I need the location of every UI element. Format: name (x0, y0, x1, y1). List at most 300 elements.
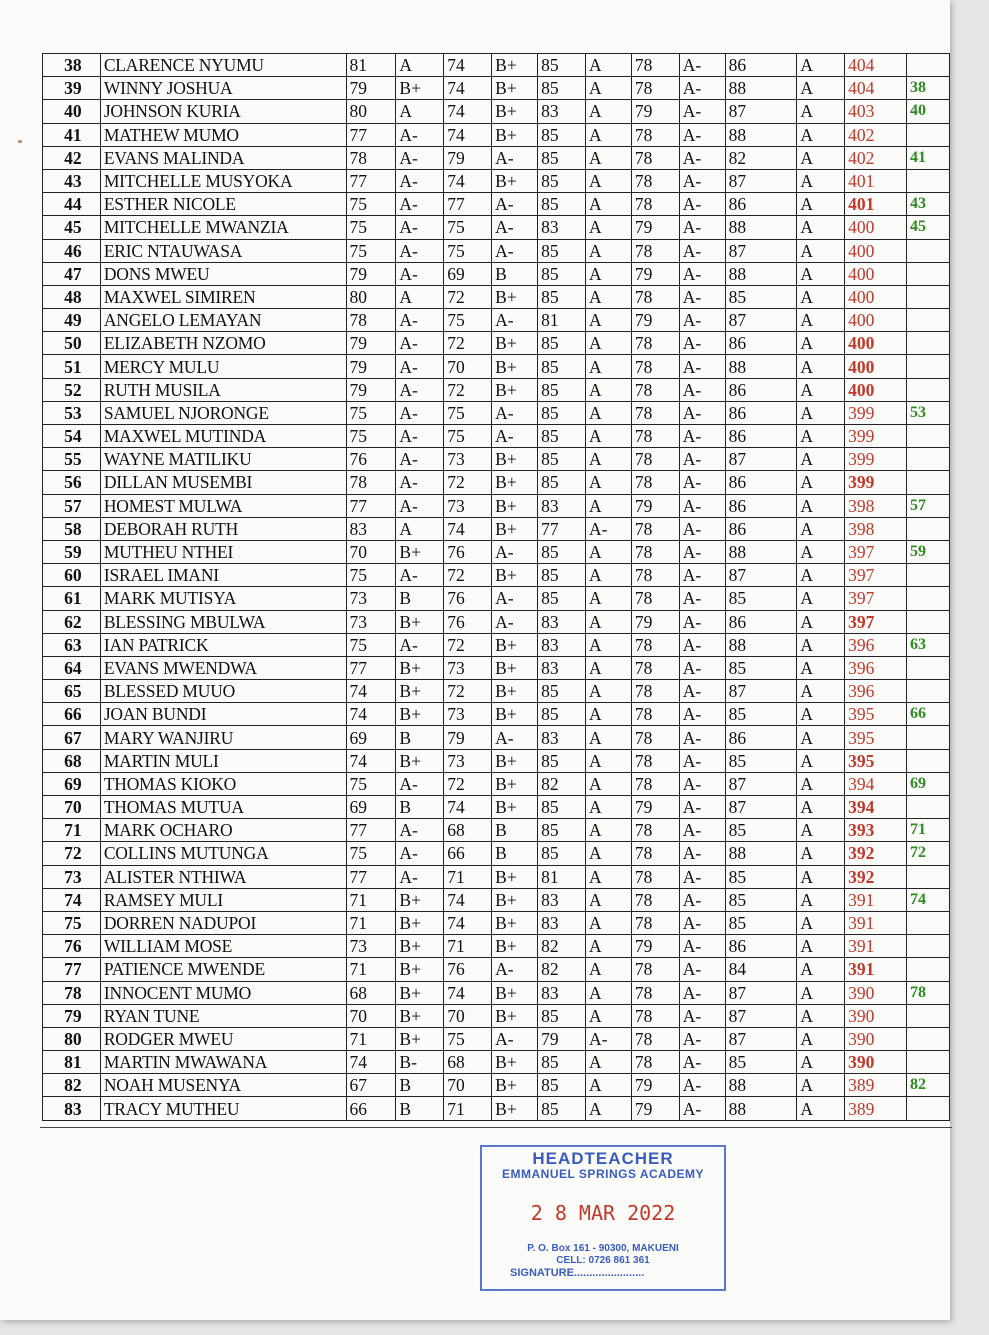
subject2-score-cell: 75 (444, 401, 492, 424)
position-cell (907, 796, 950, 819)
subject3-grade-cell: A (585, 1074, 631, 1097)
subject5-grade-cell: A (797, 726, 845, 749)
subject2-score-cell: 72 (444, 471, 492, 494)
subject4-score-cell: 78 (631, 517, 679, 540)
subject1-score-cell: 74 (346, 749, 396, 772)
subject1-score-cell: 76 (346, 448, 396, 471)
subject2-score-cell: 73 (444, 494, 492, 517)
position-cell (907, 1004, 950, 1027)
subject3-grade-cell: A (585, 981, 631, 1004)
subject3-grade-cell: A (585, 1004, 631, 1027)
student-name-cell: RYAN TUNE (100, 1004, 346, 1027)
subject1-score-cell: 77 (346, 494, 396, 517)
subject5-grade-cell: A (797, 540, 845, 563)
subject5-grade-cell: A (797, 100, 845, 123)
subject2-grade-cell: B+ (492, 749, 538, 772)
subject1-grade-cell: A (396, 54, 444, 77)
stamp-school: EMMANUEL SPRINGS ACADEMY (501, 1167, 704, 1181)
rank-cell: 78 (43, 981, 101, 1004)
rank-cell: 44 (43, 193, 101, 216)
subject5-score-cell: 88 (725, 1074, 797, 1097)
rank-cell: 52 (43, 378, 101, 401)
subject3-grade-cell: A (585, 193, 631, 216)
headteacher-stamp (480, 1145, 726, 1291)
subject3-score-cell: 81 (538, 865, 586, 888)
position-cell: 40 (907, 100, 950, 123)
subject5-grade-cell: A (797, 656, 845, 679)
table-row (43, 865, 950, 888)
subject3-score-cell: 83 (538, 216, 586, 239)
subject3-grade-cell: A (585, 865, 631, 888)
rank-cell: 82 (43, 1074, 101, 1097)
table-row (43, 77, 950, 100)
subject4-score-cell: 78 (631, 239, 679, 262)
subject3-score-cell: 85 (538, 332, 586, 355)
subject1-grade-cell: A (396, 517, 444, 540)
subject2-grade-cell: B (492, 842, 538, 865)
student-name-cell: DILLAN MUSEMBI (100, 471, 346, 494)
subject3-score-cell: 82 (538, 958, 586, 981)
subject1-score-cell: 79 (346, 378, 396, 401)
subject5-score-cell: 85 (725, 865, 797, 888)
subject4-score-cell: 78 (631, 842, 679, 865)
subject3-grade-cell: A (585, 1051, 631, 1074)
total-score-cell: 396 (845, 656, 907, 679)
subject2-grade-cell: A- (492, 1027, 538, 1050)
subject3-grade-cell: A (585, 726, 631, 749)
subject1-grade-cell: B (396, 1097, 444, 1120)
rank-cell: 76 (43, 935, 101, 958)
subject2-grade-cell: B+ (492, 981, 538, 1004)
subject2-score-cell: 74 (444, 77, 492, 100)
subject3-score-cell: 85 (538, 77, 586, 100)
stamp-date: 2 8 MAR 2022 (530, 1201, 676, 1225)
subject5-grade-cell: A (797, 819, 845, 842)
total-score-cell: 400 (845, 239, 907, 262)
student-name-cell: MERCY MULU (100, 355, 346, 378)
subject3-grade-cell: A (585, 448, 631, 471)
table-row (43, 935, 950, 958)
subject4-score-cell: 79 (631, 100, 679, 123)
student-name-cell: MAXWEL MUTINDA (100, 425, 346, 448)
subject4-grade-cell: A- (679, 633, 725, 656)
total-score-cell: 400 (845, 355, 907, 378)
subject1-grade-cell: B+ (396, 703, 444, 726)
position-cell (907, 656, 950, 679)
subject3-score-cell: 85 (538, 819, 586, 842)
student-name-cell: ERIC NTAUWASA (100, 239, 346, 262)
subject4-score-cell: 78 (631, 146, 679, 169)
student-name-cell: THOMAS KIOKO (100, 772, 346, 795)
table-row (43, 680, 950, 703)
subject4-grade-cell: A- (679, 146, 725, 169)
position-cell: 69 (907, 772, 950, 795)
subject5-score-cell: 87 (725, 309, 797, 332)
total-score-cell: 403 (845, 100, 907, 123)
rank-cell: 63 (43, 633, 101, 656)
subject5-score-cell: 87 (725, 1027, 797, 1050)
subject4-grade-cell: A- (679, 425, 725, 448)
student-name-cell: BLESSING MBULWA (100, 610, 346, 633)
position-cell (907, 1051, 950, 1074)
student-name-cell: EVANS MWENDWA (100, 656, 346, 679)
total-score-cell: 402 (845, 123, 907, 146)
total-score-cell: 389 (845, 1074, 907, 1097)
subject2-score-cell: 72 (444, 332, 492, 355)
total-score-cell: 399 (845, 448, 907, 471)
subject4-score-cell: 79 (631, 935, 679, 958)
student-name-cell: WAYNE MATILIKU (100, 448, 346, 471)
rank-cell: 64 (43, 656, 101, 679)
subject3-grade-cell: A (585, 355, 631, 378)
subject5-grade-cell: A (797, 448, 845, 471)
subject4-grade-cell: A- (679, 285, 725, 308)
student-name-cell: RODGER MWEU (100, 1027, 346, 1050)
rank-cell: 39 (43, 77, 101, 100)
table-row (43, 517, 950, 540)
student-name-cell: NOAH MUSENYA (100, 1074, 346, 1097)
table-row (43, 169, 950, 192)
table-bottom-rule (40, 1127, 952, 1128)
subject1-score-cell: 77 (346, 123, 396, 146)
rank-cell: 54 (43, 425, 101, 448)
position-cell: 57 (907, 494, 950, 517)
student-name-cell: MARY WANJIRU (100, 726, 346, 749)
subject2-grade-cell: B+ (492, 285, 538, 308)
subject4-score-cell: 79 (631, 1074, 679, 1097)
subject3-grade-cell: A (585, 471, 631, 494)
total-score-cell: 397 (845, 610, 907, 633)
table-row (43, 772, 950, 795)
subject2-grade-cell: B+ (492, 1097, 538, 1120)
position-cell: 63 (907, 633, 950, 656)
table-row (43, 1097, 950, 1120)
position-cell (907, 610, 950, 633)
subject2-score-cell: 73 (444, 703, 492, 726)
subject2-score-cell: 70 (444, 1074, 492, 1097)
table-row (43, 494, 950, 517)
subject3-grade-cell: A (585, 146, 631, 169)
student-name-cell: INNOCENT MUMO (100, 981, 346, 1004)
subject4-grade-cell: A- (679, 564, 725, 587)
subject2-grade-cell: A- (492, 193, 538, 216)
subject3-score-cell: 85 (538, 262, 586, 285)
subject4-grade-cell: A- (679, 193, 725, 216)
subject5-score-cell: 87 (725, 981, 797, 1004)
subject4-score-cell: 78 (631, 633, 679, 656)
subject1-score-cell: 77 (346, 656, 396, 679)
subject1-score-cell: 66 (346, 1097, 396, 1120)
subject4-grade-cell: A- (679, 587, 725, 610)
position-cell (907, 169, 950, 192)
rank-cell: 66 (43, 703, 101, 726)
total-score-cell: 401 (845, 193, 907, 216)
subject1-score-cell: 68 (346, 981, 396, 1004)
subject1-score-cell: 78 (346, 146, 396, 169)
table-row (43, 911, 950, 934)
position-cell (907, 471, 950, 494)
subject1-grade-cell: B+ (396, 1027, 444, 1050)
subject4-grade-cell: A- (679, 100, 725, 123)
subject4-grade-cell: A- (679, 540, 725, 563)
table-row (43, 610, 950, 633)
subject1-score-cell: 70 (346, 1004, 396, 1027)
subject5-score-cell: 87 (725, 1004, 797, 1027)
subject2-grade-cell: B+ (492, 54, 538, 77)
subject1-grade-cell: B+ (396, 888, 444, 911)
subject4-score-cell: 78 (631, 378, 679, 401)
subject3-grade-cell: A (585, 332, 631, 355)
position-cell (907, 262, 950, 285)
subject4-grade-cell: A- (679, 796, 725, 819)
subject5-grade-cell: A (797, 193, 845, 216)
position-cell (907, 749, 950, 772)
position-cell (907, 332, 950, 355)
position-cell (907, 448, 950, 471)
rank-cell: 68 (43, 749, 101, 772)
subject2-score-cell: 74 (444, 517, 492, 540)
subject3-score-cell: 85 (538, 540, 586, 563)
table-row (43, 1004, 950, 1027)
subject5-grade-cell: A (797, 981, 845, 1004)
subject5-grade-cell: A (797, 1027, 845, 1050)
subject1-grade-cell: A- (396, 425, 444, 448)
table-row (43, 216, 950, 239)
position-cell: 59 (907, 540, 950, 563)
subject3-score-cell: 83 (538, 981, 586, 1004)
subject4-score-cell: 78 (631, 332, 679, 355)
total-score-cell: 400 (845, 309, 907, 332)
subject3-score-cell: 85 (538, 401, 586, 424)
subject2-grade-cell: A- (492, 958, 538, 981)
position-cell (907, 680, 950, 703)
student-name-cell: EVANS MALINDA (100, 146, 346, 169)
subject3-score-cell: 85 (538, 239, 586, 262)
subject2-score-cell: 68 (444, 1051, 492, 1074)
table-row (43, 1027, 950, 1050)
rank-cell: 81 (43, 1051, 101, 1074)
subject1-grade-cell: B+ (396, 749, 444, 772)
student-name-cell: JOAN BUNDI (100, 703, 346, 726)
subject3-grade-cell: A (585, 169, 631, 192)
position-cell (907, 285, 950, 308)
subject3-grade-cell: A (585, 819, 631, 842)
subject2-grade-cell: B+ (492, 378, 538, 401)
subject1-score-cell: 73 (346, 610, 396, 633)
total-score-cell: 391 (845, 911, 907, 934)
student-name-cell: CLARENCE NYUMU (100, 54, 346, 77)
position-cell (907, 123, 950, 146)
subject1-grade-cell: B (396, 796, 444, 819)
subject5-grade-cell: A (797, 146, 845, 169)
rank-cell: 51 (43, 355, 101, 378)
total-score-cell: 393 (845, 819, 907, 842)
subject5-grade-cell: A (797, 610, 845, 633)
subject4-grade-cell: A- (679, 703, 725, 726)
subject3-grade-cell: A (585, 656, 631, 679)
rank-cell: 73 (43, 865, 101, 888)
rank-cell: 46 (43, 239, 101, 262)
subject4-score-cell: 78 (631, 911, 679, 934)
subject5-score-cell: 87 (725, 564, 797, 587)
table-row (43, 378, 950, 401)
subject1-score-cell: 77 (346, 865, 396, 888)
subject2-score-cell: 66 (444, 842, 492, 865)
table-row (43, 100, 950, 123)
student-name-cell: ALISTER NTHIWA (100, 865, 346, 888)
student-name-cell: MARTIN MWAWANA (100, 1051, 346, 1074)
subject5-grade-cell: A (797, 911, 845, 934)
position-cell: 66 (907, 703, 950, 726)
subject1-grade-cell: A- (396, 378, 444, 401)
subject2-score-cell: 74 (444, 54, 492, 77)
rank-cell: 65 (43, 680, 101, 703)
subject4-grade-cell: A- (679, 169, 725, 192)
subject5-grade-cell: A (797, 332, 845, 355)
table-row (43, 471, 950, 494)
subject2-grade-cell: B+ (492, 517, 538, 540)
subject3-score-cell: 85 (538, 796, 586, 819)
subject1-grade-cell: B+ (396, 935, 444, 958)
rank-cell: 74 (43, 888, 101, 911)
table-row (43, 54, 950, 77)
subject4-score-cell: 78 (631, 703, 679, 726)
subject2-score-cell: 74 (444, 123, 492, 146)
subject3-score-cell: 85 (538, 842, 586, 865)
subject4-score-cell: 78 (631, 772, 679, 795)
total-score-cell: 398 (845, 494, 907, 517)
subject1-grade-cell: A- (396, 842, 444, 865)
subject5-grade-cell: A (797, 1097, 845, 1120)
subject5-score-cell: 88 (725, 540, 797, 563)
subject3-grade-cell: A (585, 796, 631, 819)
subject3-grade-cell: A (585, 401, 631, 424)
subject4-grade-cell: A- (679, 77, 725, 100)
student-name-cell: MARK OCHARO (100, 819, 346, 842)
subject3-grade-cell: A (585, 309, 631, 332)
subject5-score-cell: 88 (725, 633, 797, 656)
subject1-grade-cell: A- (396, 193, 444, 216)
student-name-cell: SAMUEL NJORONGE (100, 401, 346, 424)
subject2-score-cell: 72 (444, 378, 492, 401)
subject4-grade-cell: A- (679, 819, 725, 842)
subject5-score-cell: 88 (725, 123, 797, 146)
subject2-score-cell: 74 (444, 100, 492, 123)
subject1-score-cell: 79 (346, 77, 396, 100)
subject1-score-cell: 69 (346, 726, 396, 749)
subject5-score-cell: 87 (725, 796, 797, 819)
subject3-grade-cell: A (585, 54, 631, 77)
subject4-score-cell: 78 (631, 471, 679, 494)
subject2-score-cell: 74 (444, 981, 492, 1004)
subject1-score-cell: 81 (346, 54, 396, 77)
total-score-cell: 397 (845, 564, 907, 587)
subject3-score-cell: 85 (538, 146, 586, 169)
subject2-score-cell: 76 (444, 587, 492, 610)
subject5-score-cell: 86 (725, 425, 797, 448)
subject2-grade-cell: B+ (492, 656, 538, 679)
subject5-grade-cell: A (797, 123, 845, 146)
subject5-score-cell: 84 (725, 958, 797, 981)
subject2-score-cell: 74 (444, 888, 492, 911)
subject4-grade-cell: A- (679, 911, 725, 934)
subject5-score-cell: 86 (725, 193, 797, 216)
subject5-grade-cell: A (797, 425, 845, 448)
subject3-grade-cell: A (585, 494, 631, 517)
rank-cell: 70 (43, 796, 101, 819)
position-cell (907, 958, 950, 981)
student-name-cell: MATHEW MUMO (100, 123, 346, 146)
total-score-cell: 390 (845, 981, 907, 1004)
rank-cell: 61 (43, 587, 101, 610)
subject4-score-cell: 78 (631, 1004, 679, 1027)
subject4-score-cell: 79 (631, 610, 679, 633)
subject2-grade-cell: B+ (492, 471, 538, 494)
subject3-grade-cell: A (585, 262, 631, 285)
total-score-cell: 397 (845, 540, 907, 563)
subject3-grade-cell: A (585, 285, 631, 308)
subject5-grade-cell: A (797, 958, 845, 981)
subject1-score-cell: 75 (346, 564, 396, 587)
student-name-cell: WILLIAM MOSE (100, 935, 346, 958)
subject1-score-cell: 75 (346, 842, 396, 865)
subject5-grade-cell: A (797, 355, 845, 378)
total-score-cell: 395 (845, 703, 907, 726)
subject3-score-cell: 83 (538, 100, 586, 123)
total-score-cell: 389 (845, 1097, 907, 1120)
subject1-grade-cell: B+ (396, 958, 444, 981)
subject3-grade-cell: A (585, 540, 631, 563)
subject5-grade-cell: A (797, 494, 845, 517)
table-row (43, 587, 950, 610)
subject5-score-cell: 85 (725, 749, 797, 772)
subject2-grade-cell: B+ (492, 494, 538, 517)
subject2-score-cell: 71 (444, 865, 492, 888)
rank-cell: 75 (43, 911, 101, 934)
subject3-score-cell: 85 (538, 54, 586, 77)
subject4-score-cell: 78 (631, 680, 679, 703)
table-row (43, 656, 950, 679)
student-name-cell: RUTH MUSILA (100, 378, 346, 401)
student-name-cell: DORREN NADUPOI (100, 911, 346, 934)
total-score-cell: 402 (845, 146, 907, 169)
subject1-score-cell: 75 (346, 425, 396, 448)
student-name-cell: MITCHELLE MUSYOKA (100, 169, 346, 192)
subject1-grade-cell: A- (396, 239, 444, 262)
subject5-score-cell: 87 (725, 448, 797, 471)
total-score-cell: 395 (845, 749, 907, 772)
stamp-cell: CELL: 0726 861 361 (556, 1255, 650, 1266)
subject5-score-cell: 86 (725, 935, 797, 958)
subject1-grade-cell: A- (396, 819, 444, 842)
table-row (43, 842, 950, 865)
subject1-score-cell: 79 (346, 332, 396, 355)
subject2-score-cell: 74 (444, 796, 492, 819)
subject4-grade-cell: A- (679, 680, 725, 703)
subject5-grade-cell: A (797, 888, 845, 911)
subject5-grade-cell: A (797, 1074, 845, 1097)
subject5-grade-cell: A (797, 401, 845, 424)
subject1-grade-cell: A- (396, 633, 444, 656)
student-name-cell: BLESSED MUUO (100, 680, 346, 703)
subject4-score-cell: 79 (631, 216, 679, 239)
subject1-grade-cell: A- (396, 146, 444, 169)
subject1-score-cell: 75 (346, 772, 396, 795)
rank-cell: 83 (43, 1097, 101, 1120)
table-row (43, 819, 950, 842)
subject4-grade-cell: A- (679, 355, 725, 378)
rank-cell: 79 (43, 1004, 101, 1027)
